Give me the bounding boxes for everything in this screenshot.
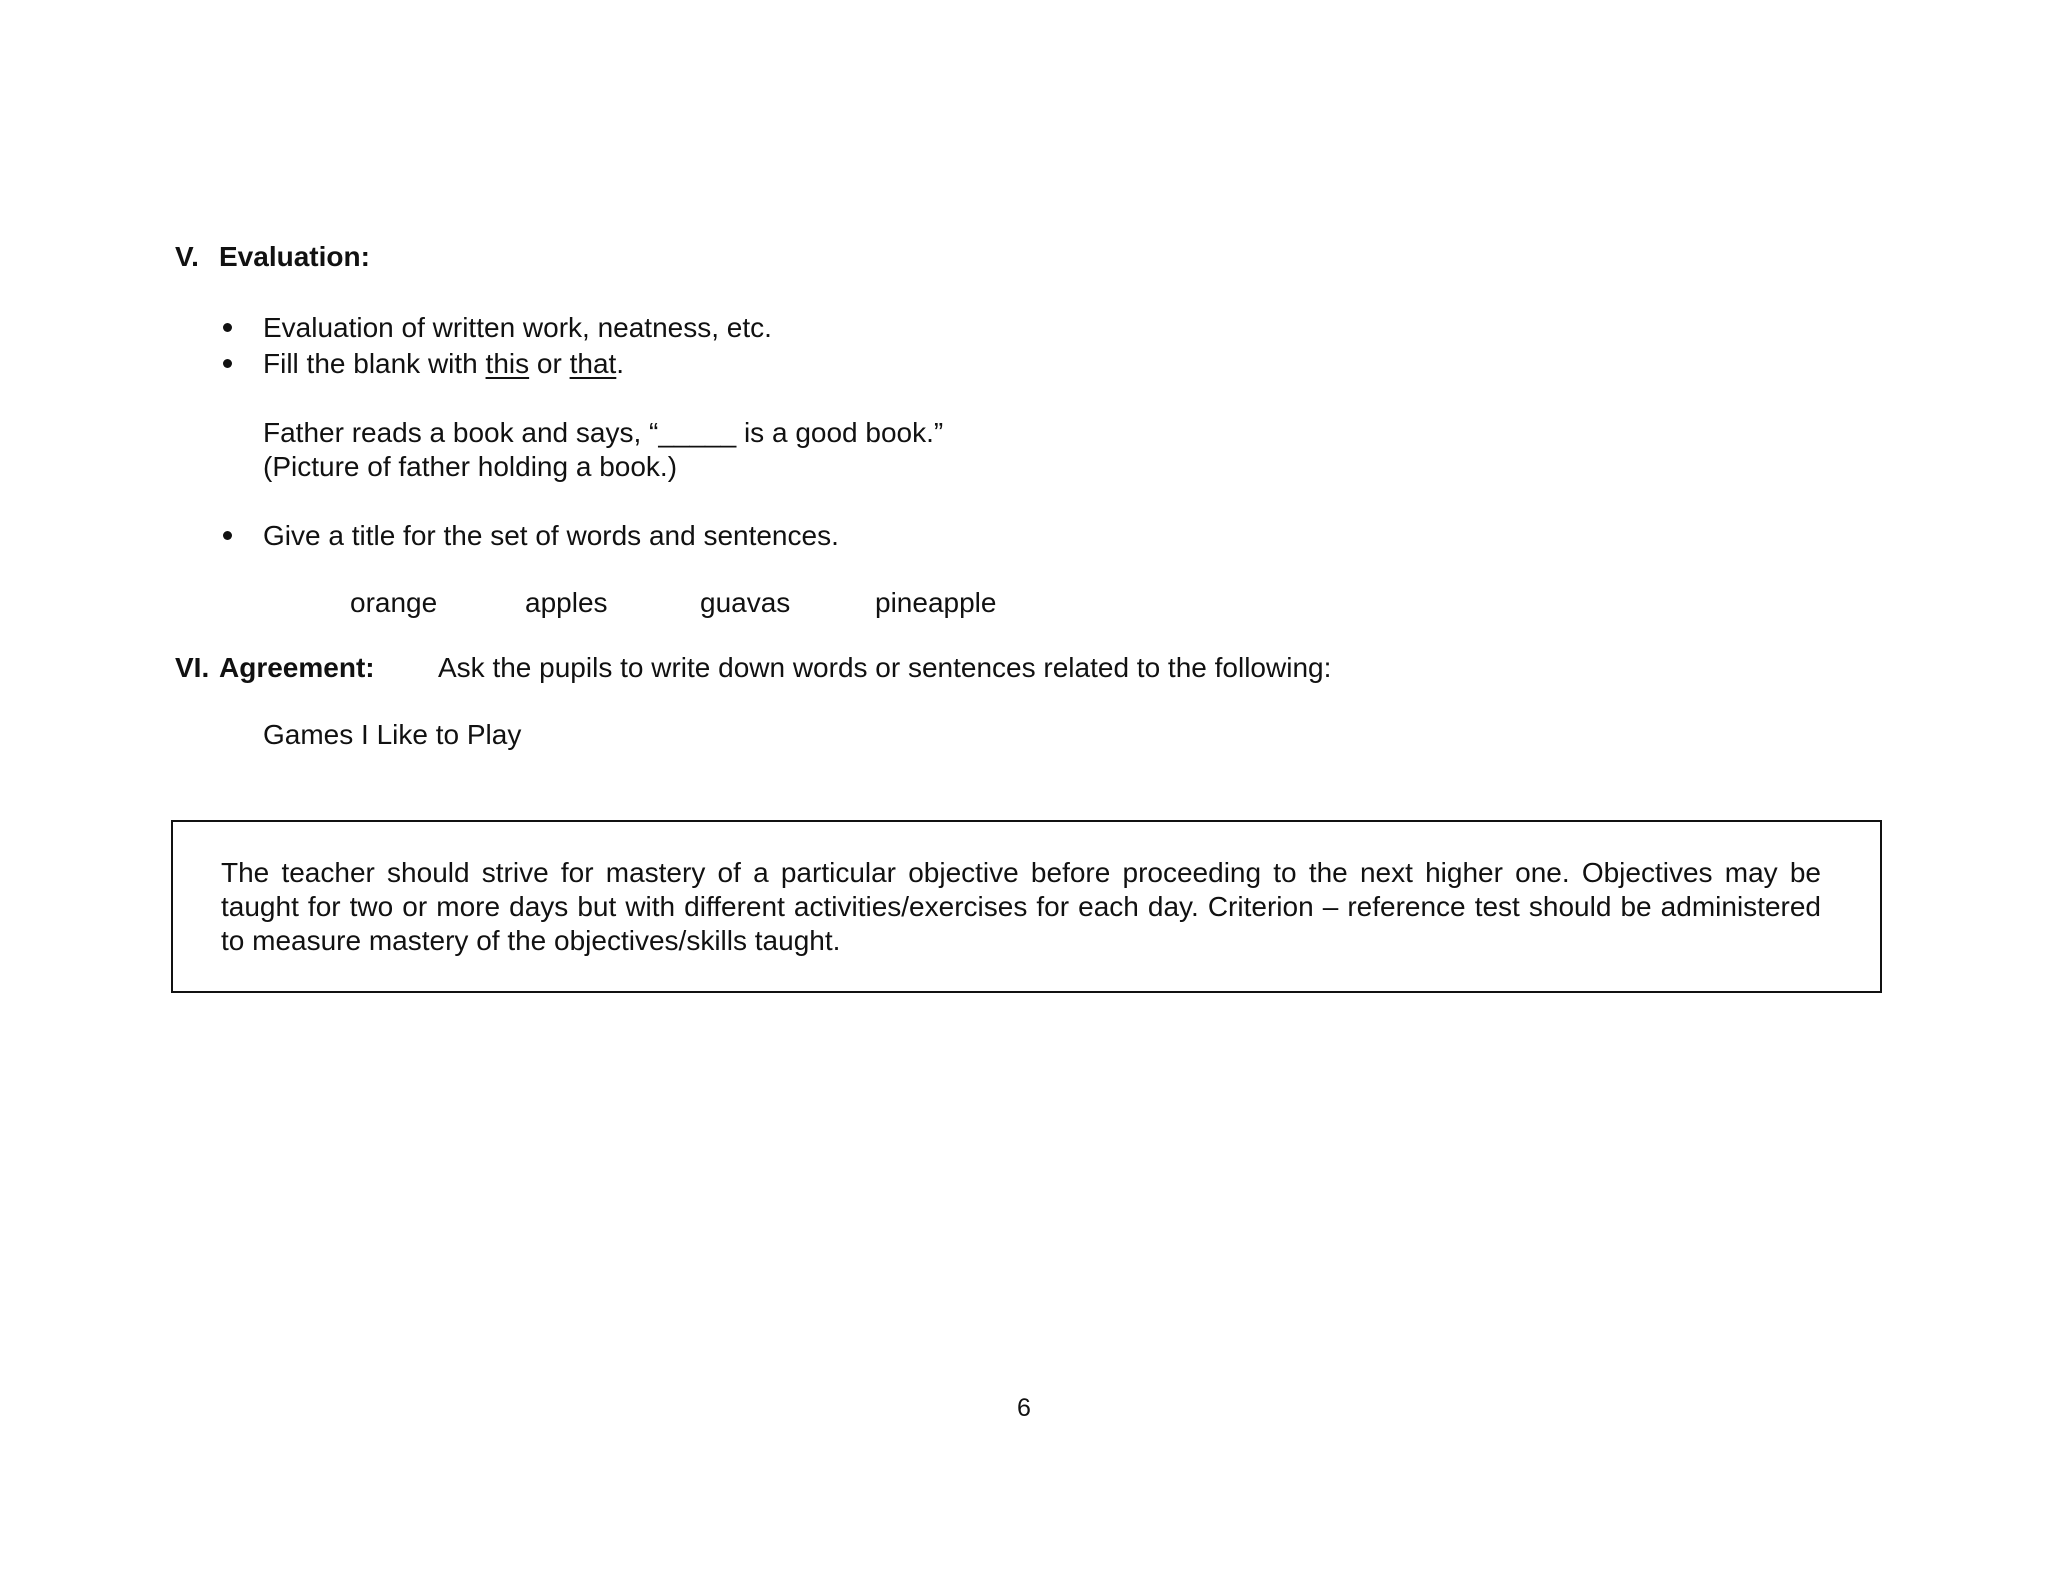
word-this: this <box>485 348 530 379</box>
bullet-2-suffix: . <box>616 348 625 379</box>
fill-blank-sentence: Father reads a book and says, “_____ is a good book.” <box>263 417 944 448</box>
word-pineapple: pineapple <box>875 587 997 618</box>
bullet-3-dot <box>223 531 232 540</box>
section-6-heading: Agreement: <box>219 652 375 683</box>
topic-text: Games I Like to Play <box>263 719 522 750</box>
picture-note: (Picture of father holding a book.) <box>263 451 678 482</box>
notice-text: The teacher should strive for mastery of a particular objective before proceeding to the next higher one. Objectives may be taught for two or more days but with different activities/exercises for each day. Criterion – reference test should be administered to measure mastery of the objectives/skills taught. <box>221 857 1821 956</box>
bullet-2-middle: or <box>529 348 570 379</box>
bullet-1-dot <box>223 323 232 332</box>
word-guavas: guavas <box>700 587 791 618</box>
section-6-numeral: VI. <box>175 652 210 683</box>
bullet-2-prefix: Fill the blank with <box>263 348 486 379</box>
bullet-2-dot <box>223 359 232 368</box>
notice-box <box>171 820 1882 993</box>
bullet-1-text: Evaluation of written work, neatness, etc. <box>263 312 772 343</box>
section-5-numeral: V. <box>175 241 199 272</box>
section-6-instruction: Ask the pupils to write down words or sentences related to the following: <box>438 652 1332 683</box>
word-apples: apples <box>525 587 608 618</box>
word-orange: orange <box>350 587 438 618</box>
page-number: 6 <box>1017 1394 1031 1422</box>
word-that: that <box>569 348 617 379</box>
section-5-heading: Evaluation: <box>219 241 370 272</box>
bullet-2-text <box>263 347 624 381</box>
bullet-3-text: Give a title for the set of words and sentences. <box>263 520 839 551</box>
